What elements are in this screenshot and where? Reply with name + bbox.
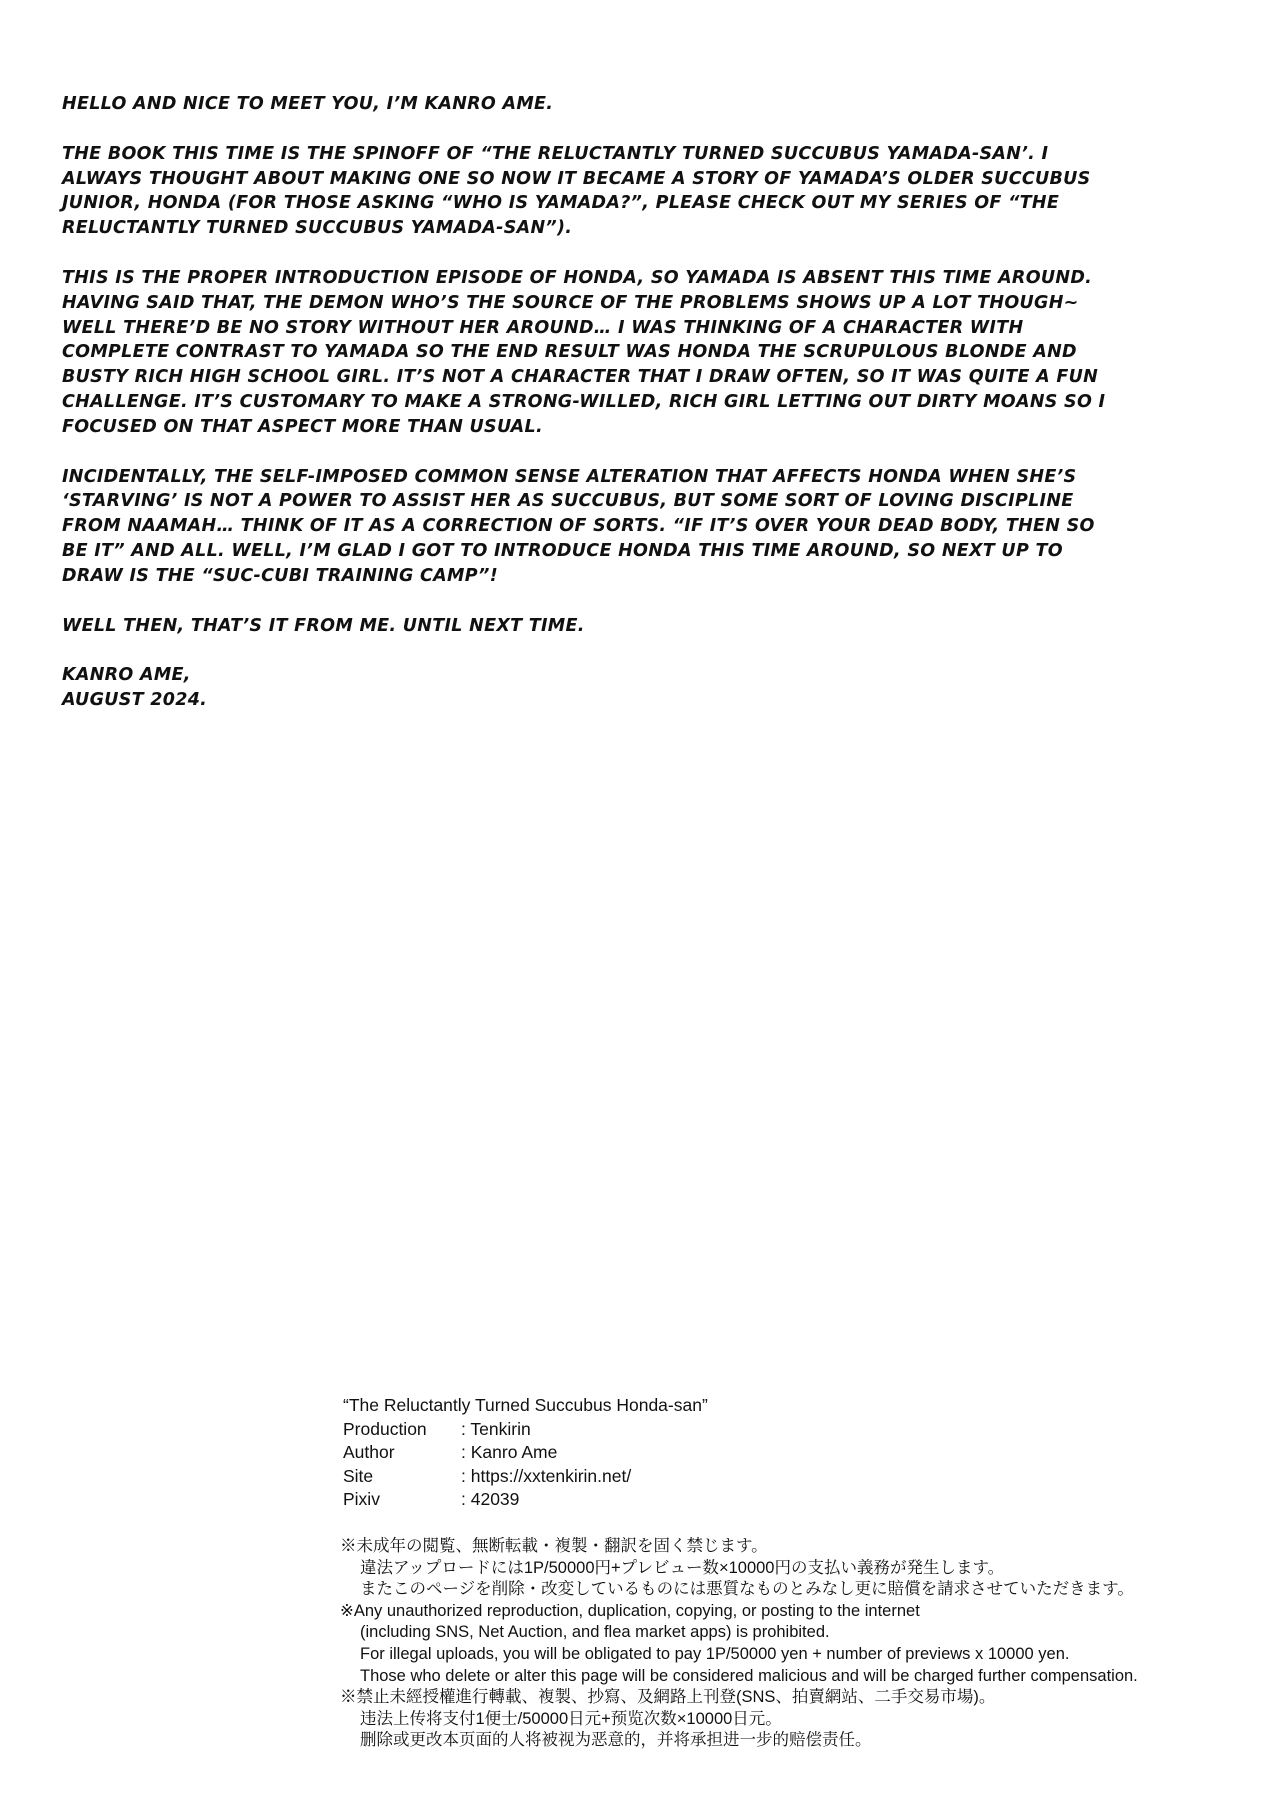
signature-name: KANRO AME,: [62, 665, 191, 686]
signature-date: AUGUST 2024.: [62, 690, 208, 711]
notice-zh-line: 删除或更改本页面的人将被视为恶意的，并将承担进一步的赔偿责任。: [360, 1731, 872, 1750]
credit-value: : Kanro Ame: [461, 1442, 558, 1462]
notice-zh-line: ※禁止未經授權進行轉載、複製、抄寫、及網路上刊登(SNS、拍賣網站、二手交易市場)。: [340, 1688, 996, 1707]
afterword-text: [62, 92, 1122, 738]
credit-label: Author: [343, 1442, 395, 1462]
notice-en-line: ※Any unauthorized reproduction, duplication, copying, or posting to the internet: [340, 1601, 920, 1620]
afterword-greeting: HELLO AND NICE TO MEET YOU, I’M KANRO AME.: [62, 94, 554, 114]
copyright-notices: [340, 1536, 1260, 1752]
credit-label: Pixiv: [343, 1489, 380, 1509]
notice-jp-line: 違法アップロードには1P/50000円+プレビュー数×10000円の支払い義務が発生します。: [360, 1558, 1005, 1577]
book-title: “The Reluctantly Turned Succubus Honda-san”: [343, 1395, 708, 1415]
afterword-paragraph-2: THIS IS THE PROPER INTRODUCTION EPISODE OF HONDA, SO YAMADA IS ABSENT THIS TIME AROUND. HAVING SAID THAT, THE DEMON WHO’S THE SOURCE OF THE PROBLEMS SHOWS UP A LOT THOUGH~ WELL THERE’D BE NO STORY WITHOUT HER AROUND… I WAS THINKING OF A CHARACTER WITH COMPLETE CONTRAST TO YAMADA SO THE END RESULT WAS HONDA THE SCRUPULOUS BLONDE AND BUSTY RICH HIGH SCHOOL GIRL. IT’S NOT A CHARACTER THAT I DRAW OFTEN, SO IT WAS QUITE A FUN CHALLENGE. IT’S CUSTOMARY TO MAKE A STRONG-WILLED, RICH GIRL LETTING OUT DIRTY MOANS SO I FOCUSED ON THAT ASPECT MORE THAN USUAL.: [62, 267, 1106, 437]
notice-en-line: For illegal uploads, you will be obligated to pay 1P/50000 yen + number of previews x 10000 yen.: [360, 1644, 1070, 1663]
afterword-paragraph-3: INCIDENTALLY, THE SELF-IMPOSED COMMON SENSE ALTERATION THAT AFFECTS HONDA WHEN SHE’S ‘STARVING’ IS NOT A POWER TO ASSIST HER AS SUCCUBUS, BUT SOME SORT OF LOVING DISCIPLINE FROM NAAMAH… THINK OF IT AS A CORRECTION OF SORTS. “IF IT’S OVER YOUR DEAD BODY, THEN SO BE IT” AND ALL. WELL, I’M GLAD I GOT TO INTRODUCE HONDA THIS TIME AROUND, SO NEXT UP TO DRAW IS THE “SUC-CUBI TRAINING CAMP”!: [62, 466, 1095, 586]
credit-value: : https://xxtenkirin.net/: [461, 1465, 632, 1486]
credit-label: Site: [343, 1465, 374, 1486]
afterword-paragraph-1: THE BOOK THIS TIME IS THE SPINOFF OF “THE RELUCTANTLY TURNED SUCCUBUS YAMADA-SAN’. I ALWAYS THOUGHT ABOUT MAKING ONE SO NOW IT BECAME A STORY OF YAMADA’S OLDER SUCCUBUS JUNIOR, HONDA (FOR THOSE ASKING “WHO IS YAMADA?”, PLEASE CHECK OUT MY SERIES OF “THE RELUCTANTLY TURNED SUCCUBUS YAMADA-SAN”).: [62, 143, 1091, 239]
credit-row-author: [343, 1441, 708, 1465]
notice-en-line: Those who delete or alter this page will be considered malicious and will be charged further compensation.: [360, 1666, 1138, 1685]
afterword-signature: [62, 663, 1122, 713]
credit-label: Production: [343, 1418, 427, 1439]
credit-value: : 42039: [461, 1489, 520, 1509]
credits-block: [343, 1394, 708, 1512]
credit-row-production: [343, 1418, 708, 1442]
notice-jp-line: ※未成年の閲覧、無断転載・複製・翻訳を固く禁じます。: [340, 1537, 768, 1555]
afterword-closing: WELL THEN, THAT’S IT FROM ME. UNTIL NEXT TIME.: [62, 615, 585, 636]
notice-zh-line: 违法上传将支付1便士/50000日元+预览次数×10000日元。: [360, 1709, 782, 1728]
credit-value: : Tenkirin: [461, 1418, 531, 1439]
credit-row-site: [343, 1465, 708, 1489]
notice-jp-line: またこのページを削除・改変しているものには悪質なものとみなし更に賠償を請求させていただきます。: [360, 1580, 1134, 1599]
notice-en-line: (including SNS, Net Auction, and flea market apps) is prohibited.: [360, 1623, 830, 1642]
credit-row-pixiv: [343, 1488, 708, 1512]
